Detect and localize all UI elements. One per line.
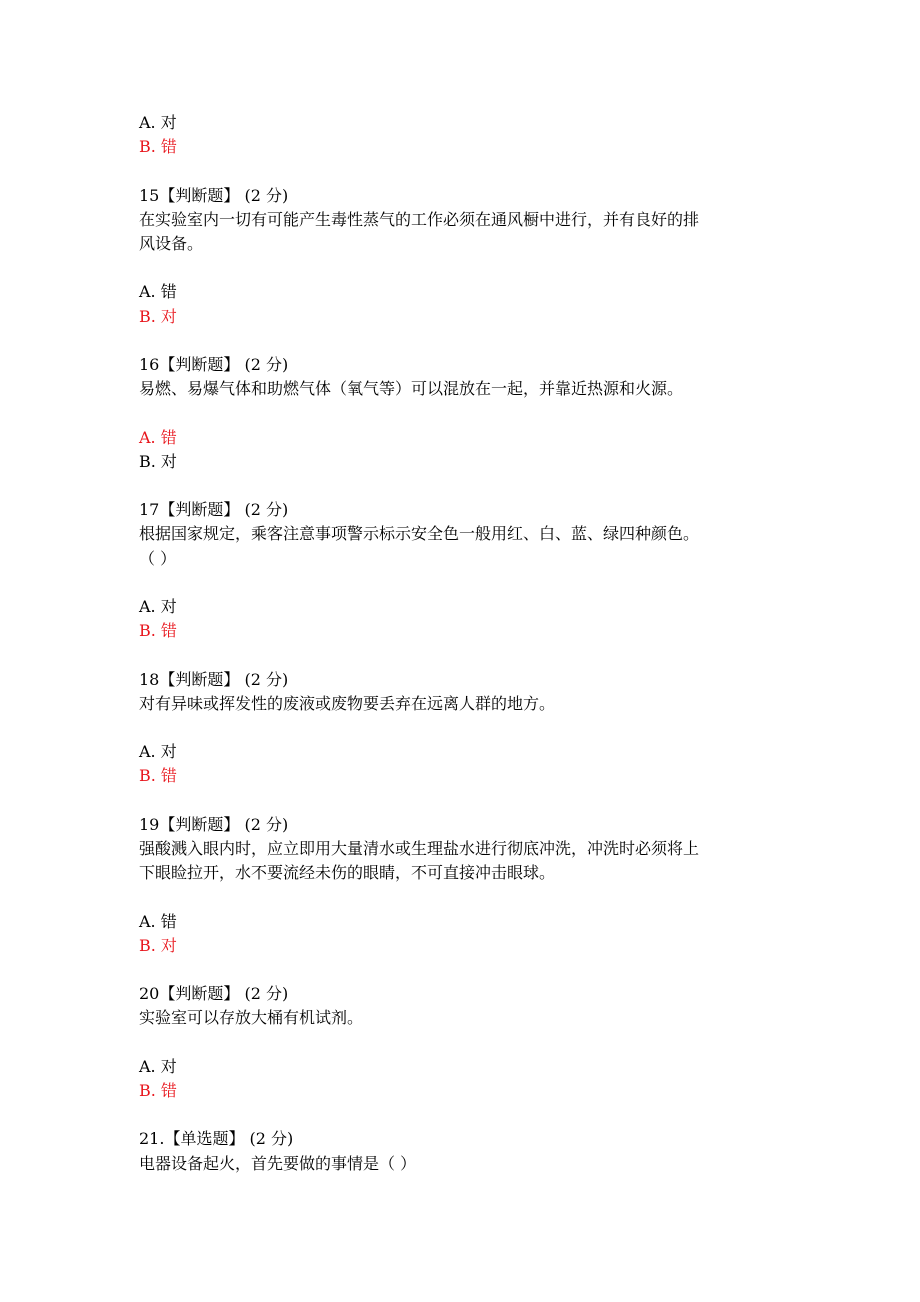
option-b-correct: B. 对 (139, 935, 177, 955)
option-a-correct: A. 错 (139, 427, 177, 447)
option-b: B. 对 (139, 451, 177, 471)
question-text: 对有异味或挥发性的废液或废物要丢弃在远离人群的地方。 (139, 693, 556, 713)
document-page (139, 111, 789, 1176)
question-header: 21.【单选题】 (2 分) (139, 1129, 294, 1149)
question-text: 根据国家规定，乘客注意事项警示标示安全色一般用红、白、蓝、绿四种颜色。 (139, 524, 700, 544)
option-a: A. 对 (139, 1056, 177, 1076)
option-b-correct: B. 错 (139, 621, 177, 641)
question-text: 实验室可以存放大桶有机试剂。 (139, 1008, 364, 1028)
option-b-correct: B. 错 (139, 1080, 177, 1100)
question-text: 下眼睑拉开，水不要流经未伤的眼睛，不可直接冲击眼球。 (139, 863, 556, 883)
option-a: A. 对 (139, 596, 177, 616)
option-a: A. 对 (139, 113, 177, 132)
question-header: 15【判断题】 (2 分) (139, 185, 289, 205)
question-18 (139, 668, 789, 789)
question-17 (139, 498, 789, 643)
question-header: 16【判断题】 (2 分) (139, 354, 289, 374)
option-b-correct: B. 错 (139, 137, 177, 157)
option-b-correct: B. 对 (139, 306, 177, 326)
question-text: 风设备。 (139, 234, 204, 253)
option-a: A. 对 (139, 742, 177, 762)
question-20 (139, 982, 789, 1103)
question-header: 19【判断题】 (2 分) (139, 814, 289, 834)
question-header: 20【判断题】 (2 分) (139, 984, 289, 1004)
question-text: 易燃、易爆气体和助燃气体（氧气等）可以混放在一起，并靠近热源和火源。 (139, 379, 684, 399)
question-16 (139, 353, 789, 474)
question-header: 17【判断题】 (2 分) (139, 500, 289, 520)
option-a: A. 错 (139, 282, 177, 302)
question-text: 在实验室内一切有可能产生毒性蒸气的工作必须在通风橱中进行，并有良好的排 (139, 209, 700, 229)
question-19 (139, 813, 789, 958)
option-b-correct: B. 错 (139, 766, 177, 786)
question-text: 强酸溅入眼内时，应立即用大量清水或生理盐水进行彻底冲洗，冲洗时必须将上 (139, 838, 700, 858)
question-text: 电器设备起火，首先要做的事情是（ ） (139, 1153, 417, 1173)
top-options (139, 111, 789, 159)
question-header: 18【判断题】 (2 分) (139, 669, 289, 689)
question-15 (139, 184, 789, 329)
question-21 (139, 1127, 789, 1175)
option-a: A. 错 (139, 911, 177, 931)
question-text: （ ） (139, 548, 177, 568)
